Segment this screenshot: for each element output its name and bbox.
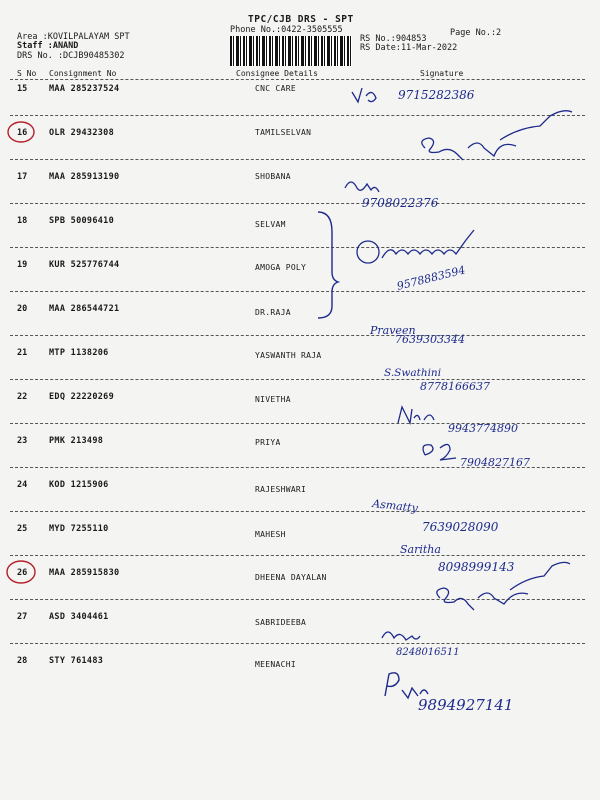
row-consignee: CNC CARE	[255, 84, 296, 93]
row-rule	[10, 423, 585, 424]
handwritten-name-25: Saritha	[400, 543, 441, 556]
row-consignment: MTP 1138206	[49, 348, 109, 358]
row-consignee: DR.RAJA	[255, 308, 291, 317]
row-consignee: SABRIDEEBA	[255, 618, 307, 627]
row-consignment: SPB 50096410	[49, 216, 115, 226]
row-consignee: NIVETHA	[255, 395, 291, 404]
table-row	[0, 260, 600, 280]
handwritten-phone-24: 7639028090	[422, 520, 499, 534]
row-consignment: ASD 3404461	[49, 612, 109, 622]
row-consignee: MEENACHI	[255, 660, 296, 669]
page-number: Page No.:2	[450, 28, 502, 38]
row-rule	[10, 335, 585, 336]
table-row	[0, 128, 600, 148]
row-consignment: STY 761483	[49, 656, 104, 666]
row-consignee: SELVAM	[255, 220, 286, 229]
col-signature: Signature	[420, 69, 464, 78]
row-sno: 18	[17, 216, 28, 226]
row-rule	[10, 291, 585, 292]
row-consignment: OLR 29432308	[49, 128, 115, 138]
row-consignment: MAA 285237524	[49, 84, 120, 94]
header-rule	[10, 79, 585, 80]
row-consignment: MAA 285913190	[49, 172, 120, 182]
row-sno: 22	[17, 392, 28, 402]
row-rule	[10, 599, 585, 600]
row-consignee: AMOGA POLY	[255, 263, 307, 272]
phone-number: Phone No.:0422-3505555	[230, 25, 343, 35]
row-rule	[10, 379, 585, 380]
table-row	[0, 392, 600, 412]
col-consignment: Consignment No	[49, 69, 117, 78]
row-sno: 19	[17, 260, 28, 270]
table-row	[0, 524, 600, 544]
row-consignee: YASWANTH RAJA	[255, 351, 322, 360]
row-rule	[10, 203, 585, 204]
row-rule	[10, 467, 585, 468]
row-consignment: MYD 7255110	[49, 524, 109, 534]
row-consignment: PMK 213498	[49, 436, 104, 446]
area-label: Area :KOVILPALAYAM SPT	[17, 32, 130, 42]
table-row	[0, 216, 600, 236]
row-rule	[10, 247, 585, 248]
row-consignee: MAHESH	[255, 530, 286, 539]
handwritten-phone-27: 8248016511	[396, 647, 460, 658]
row-sno: 27	[17, 612, 28, 622]
row-sno: 28	[17, 656, 28, 666]
row-sno: 16	[17, 128, 28, 138]
row-rule	[10, 511, 585, 512]
sheet-title: TPC/CJB DRS - SPT	[248, 14, 354, 25]
signature-27	[382, 632, 420, 640]
table-row	[0, 348, 600, 368]
row-sno: 23	[17, 436, 28, 446]
table-row	[0, 304, 600, 324]
handwritten-phone-21: 8778166637	[420, 380, 490, 393]
table-row	[0, 612, 600, 632]
col-sno: S No	[17, 69, 37, 78]
row-sno: 21	[17, 348, 28, 358]
table-row	[0, 656, 600, 676]
handwritten-name-24: Asmatty	[371, 497, 419, 515]
row-consignee: TAMILSELVAN	[255, 128, 312, 137]
barcode	[230, 36, 352, 66]
staff-label: Staff :ANAND	[17, 41, 79, 51]
table-row	[0, 84, 600, 104]
drs-number: DRS No. :DCJB90485302	[17, 51, 125, 61]
handwritten-phone-20: 7639303344	[395, 333, 465, 346]
row-consignee: DHEENA DAYALAN	[255, 573, 327, 582]
handwritten-name-21: S.Swathini	[384, 367, 442, 379]
handwritten-phone-23: 7904827167	[460, 456, 530, 469]
row-consignment: MAA 285915830	[49, 568, 120, 578]
row-sno: 20	[17, 304, 28, 314]
row-rule	[10, 115, 585, 116]
table-row	[0, 568, 600, 588]
handwritten-phone-19: 9578883594	[395, 263, 467, 293]
row-consignee: PRIYA	[255, 438, 281, 447]
rs-number: RS No.:904853	[360, 34, 427, 44]
row-sno: 24	[17, 480, 28, 490]
row-consignment: KUR 525776744	[49, 260, 120, 270]
row-consignment: KOD 1215906	[49, 480, 109, 490]
handwritten-phone-25: 8098999143	[438, 560, 515, 574]
handwritten-phone-17: 9708022376	[362, 196, 439, 210]
rs-date: RS Date:11-Mar-2022	[360, 43, 458, 53]
row-consignee: SHOBANA	[255, 172, 291, 181]
row-sno: 15	[17, 84, 28, 94]
handwritten-phone-15: 9715282386	[398, 88, 475, 102]
table-row	[0, 436, 600, 456]
row-sno: 26	[17, 568, 28, 578]
signature-28	[385, 673, 428, 698]
col-consignee: Consignee Details	[236, 69, 318, 78]
row-rule	[10, 643, 585, 644]
row-sno: 25	[17, 524, 28, 534]
row-sno: 17	[17, 172, 28, 182]
row-consignment: MAA 286544721	[49, 304, 120, 314]
row-rule	[10, 555, 585, 556]
handwritten-name-20: Praveen	[370, 324, 416, 337]
row-consignment: EDQ 22220269	[49, 392, 115, 402]
table-row	[0, 172, 600, 192]
handwritten-phone-22: 9943774890	[448, 422, 518, 435]
row-consignee: RAJESHWARI	[255, 485, 307, 494]
table-row	[0, 480, 600, 500]
row-rule	[10, 159, 585, 160]
handwritten-phone-28: 9894927141	[418, 696, 514, 714]
